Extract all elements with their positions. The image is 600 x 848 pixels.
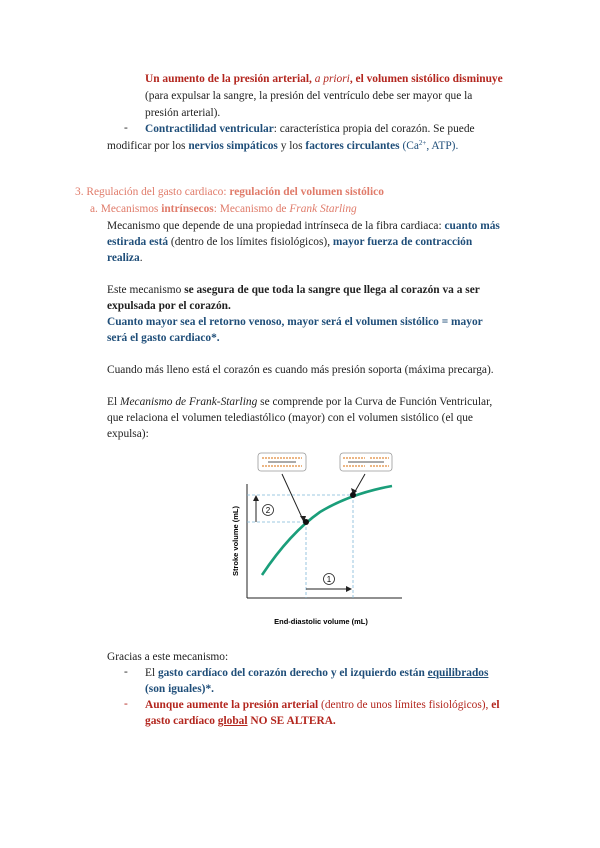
calcium-text: (Ca xyxy=(402,140,419,152)
ensures-text: se asegura de que toda la sangre que llega al corazón va a ser xyxy=(184,284,480,296)
frank-starling-curve xyxy=(262,486,392,575)
closing-bullet2-line1 xyxy=(145,698,500,713)
bullet-dash: - xyxy=(124,698,128,710)
para1-line3 xyxy=(107,251,143,266)
para2-line4: será el gasto cardiaco*. xyxy=(107,332,220,344)
point-low xyxy=(303,519,309,525)
limits-text: (dentro de los límites fisiológicos), xyxy=(170,236,331,248)
gasto-text: gasto cardíaco xyxy=(145,715,215,727)
sv-decreases-text: , el volumen sistólico disminuye xyxy=(349,73,503,85)
subsection-b: intrínsecos xyxy=(161,203,214,215)
contractility-term: Contractilidad ventricular xyxy=(145,123,274,135)
subsection-c: : Mecanismo de xyxy=(213,203,287,215)
and-text: y los xyxy=(280,140,303,152)
para2-line1 xyxy=(107,283,480,298)
para2-line2: expulsada por el corazón. xyxy=(107,300,231,312)
modify-text: modificar por los xyxy=(107,140,186,152)
stretched-text: estirada está xyxy=(107,236,169,248)
para1-highlight: cuanto más xyxy=(444,220,500,232)
contractility-line xyxy=(145,122,475,137)
subsection-heading xyxy=(90,202,357,217)
subsection-d: Frank Starling xyxy=(289,203,357,215)
subsection-a: a. Mecanismos xyxy=(90,203,159,215)
calcium-charge: 2+ xyxy=(418,139,427,147)
mechanism-text: Este mecanismo xyxy=(107,284,182,296)
para1-text: Mecanismo que depende de una propiedad intrínseca de la fibra cardiaca: xyxy=(107,220,442,232)
bp-explanation-line-2: presión arterial). xyxy=(145,107,221,119)
limits-text: (dentro de unos límites fisiológicos), xyxy=(321,699,489,711)
para4-line3: expulsa): xyxy=(107,428,149,440)
section-heading-a: 3. Regulación del gasto cardiaco: xyxy=(75,186,227,198)
el-text: El xyxy=(107,396,118,408)
bp-explanation-line: (para expulsar la sangre, la presión del ventrículo debe ser mayor que la xyxy=(145,90,473,102)
closing-bullet1-line2: (son iguales)*. xyxy=(145,683,214,695)
sympathetic-nerves-term: nervios simpáticos xyxy=(188,140,278,152)
balanced-text: equilibrados xyxy=(427,667,489,679)
contractility-line-2 xyxy=(107,139,458,154)
realiza-text: realiza xyxy=(107,252,140,264)
circulating-factors-term: factores circulantes xyxy=(305,140,400,152)
atp-text: , ATP). xyxy=(426,140,459,152)
bp-increase-line xyxy=(145,72,503,87)
para1-line1 xyxy=(107,219,500,234)
a-priori-text: a priori xyxy=(314,73,350,85)
curve-text: se comprende por la Curva de Función Ventricular, xyxy=(260,396,493,408)
increase-sv-arrowhead xyxy=(253,495,259,501)
para1-line2 xyxy=(107,235,472,250)
not-altered-text: NO SE ALTERA. xyxy=(250,715,336,727)
el-text: el xyxy=(491,699,500,711)
force-text: mayor fuerza de contracción xyxy=(332,236,473,248)
bullet-dash: - xyxy=(124,122,128,134)
para3: Cuando más lleno está el corazón es cuando más presión soporta (máxima precarga). xyxy=(107,364,494,376)
marker-2: 2 xyxy=(265,506,271,515)
bullet-dash: - xyxy=(124,666,128,678)
contractility-desc: : característica propia del corazón. Se puede xyxy=(273,123,475,135)
closing-bullet2-line2 xyxy=(145,714,336,729)
sarcomere-long-icon xyxy=(340,453,392,471)
point-high xyxy=(350,492,356,498)
bp-rise-text: Aunque aumente la presión arterial xyxy=(145,699,319,711)
period-text: . xyxy=(139,252,143,264)
para2-line3: Cuanto mayor sea el retorno venoso, mayor será el volumen sistólico = mayor xyxy=(107,316,483,328)
bp-increase-text: Un aumento de la presión arterial, xyxy=(145,73,312,85)
closing-bullet1-line1 xyxy=(145,666,488,681)
sarcomere-short-icon xyxy=(258,453,306,471)
el-text: El xyxy=(145,667,156,679)
para4-line2: que relaciona el volumen telediastólico (mayor) con el volumen sistólico (el que xyxy=(107,412,473,424)
frank-starling-figure xyxy=(220,448,420,630)
closing-intro: Gracias a este mecanismo: xyxy=(107,651,229,663)
fs-mechanism-text: Mecanismo de Frank-Starling xyxy=(119,396,258,408)
x-axis-label: End-diastolic volume (mL) xyxy=(274,617,368,626)
y-axis-label: Stroke volume (mL) xyxy=(231,505,240,577)
cardiac-output-equal-text: gasto cardíaco del corazón derecho y el izquierdo están xyxy=(157,667,425,679)
section-heading-b: regulación del volumen sistólico xyxy=(229,186,384,198)
ions-text xyxy=(402,140,458,152)
global-text: global xyxy=(217,715,248,727)
increase-edv-arrowhead xyxy=(346,586,352,592)
para4-line1 xyxy=(107,395,492,410)
marker-1: 1 xyxy=(326,575,332,584)
pointer-arrow-1 xyxy=(282,474,304,522)
section-heading xyxy=(75,185,384,200)
